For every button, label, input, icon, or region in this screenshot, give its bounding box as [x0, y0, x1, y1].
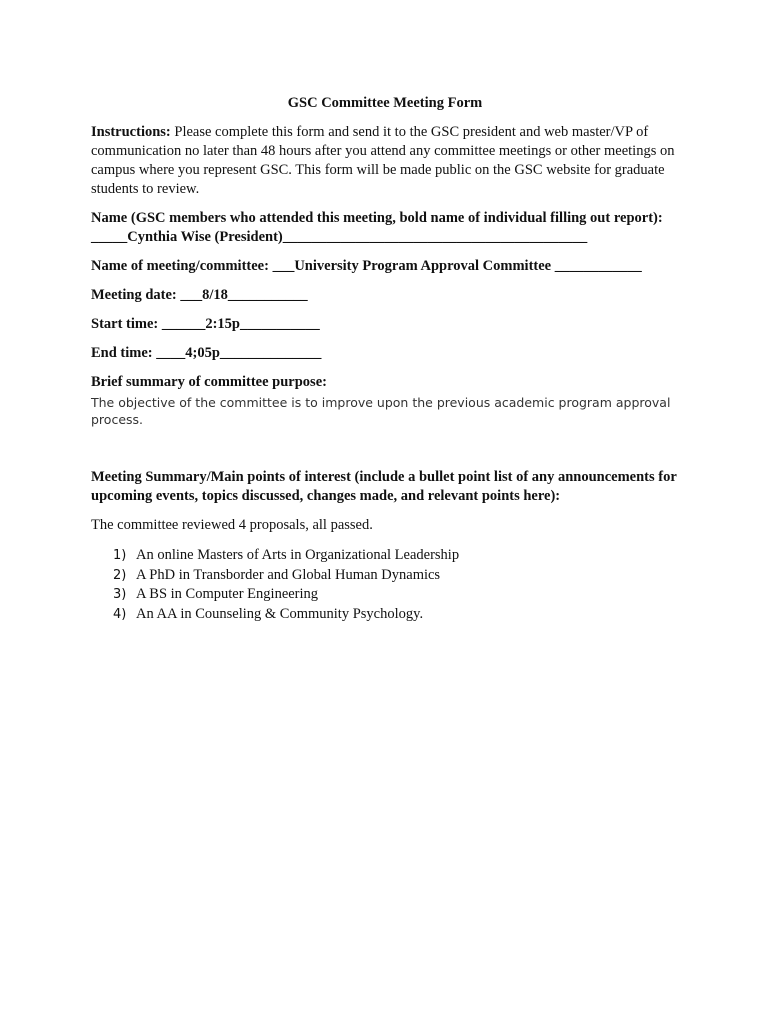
list-item-number: 2): [113, 567, 127, 583]
instructions-paragraph: [91, 123, 691, 199]
purpose-text: The objective of the committee is to improve upon the previous academic program approval process.: [91, 395, 671, 427]
start-time-field: Start time: ______2:15p___________: [91, 316, 320, 332]
list-item-text: A BS in Computer Engineering: [136, 586, 319, 602]
end-time-field: End time: ____4;05p______________: [91, 345, 322, 361]
list-item-text: An AA in Counseling & Community Psychology.: [136, 605, 424, 622]
meeting-date-field: Meeting date: ___8/18___________: [91, 287, 308, 303]
list-item: [113, 566, 691, 586]
list-item: [113, 605, 691, 625]
form-title: GSC Committee Meeting Form: [287, 95, 483, 111]
meeting-name-field: Name of meeting/committee: ___University Program Approval Committee ____________: [91, 258, 642, 274]
proposals-list: [91, 546, 691, 624]
list-item-text: A PhD in Transborder and Global Human Dynamics: [136, 566, 441, 583]
list-item-text: An online Masters of Arts in Organizational Leadership: [136, 547, 460, 563]
meeting-summary-label: Meeting Summary/Main points of interest (include a bullet point list of any announcements for upcoming events, topics discussed, changes made, and relevant points here):: [91, 469, 677, 504]
list-item-number: 1): [113, 548, 127, 563]
attendee-name-field: Name (GSC members who attended this meeting, bold name of individual filling out report): _____Cynthia Wise (President)__________________________________________: [91, 210, 663, 245]
list-item-number: 3): [113, 587, 127, 602]
form-content: [91, 94, 691, 624]
list-item: [113, 585, 691, 605]
instructions-text: Please complete this form and send it to the GSC president and web master/VP of communication no later than 48 hours after you attend any committee meetings or other meetings on campus where you represent GSC. This form will be made public on the GSC website for graduate students to review.: [91, 124, 675, 197]
list-item: [113, 546, 691, 566]
purpose-label: Brief summary of committee purpose:: [91, 374, 327, 390]
instructions-label: Instructions:: [91, 124, 171, 140]
meeting-summary-intro: The committee reviewed 4 proposals, all passed.: [91, 517, 373, 533]
list-item-number: 4): [113, 606, 127, 622]
